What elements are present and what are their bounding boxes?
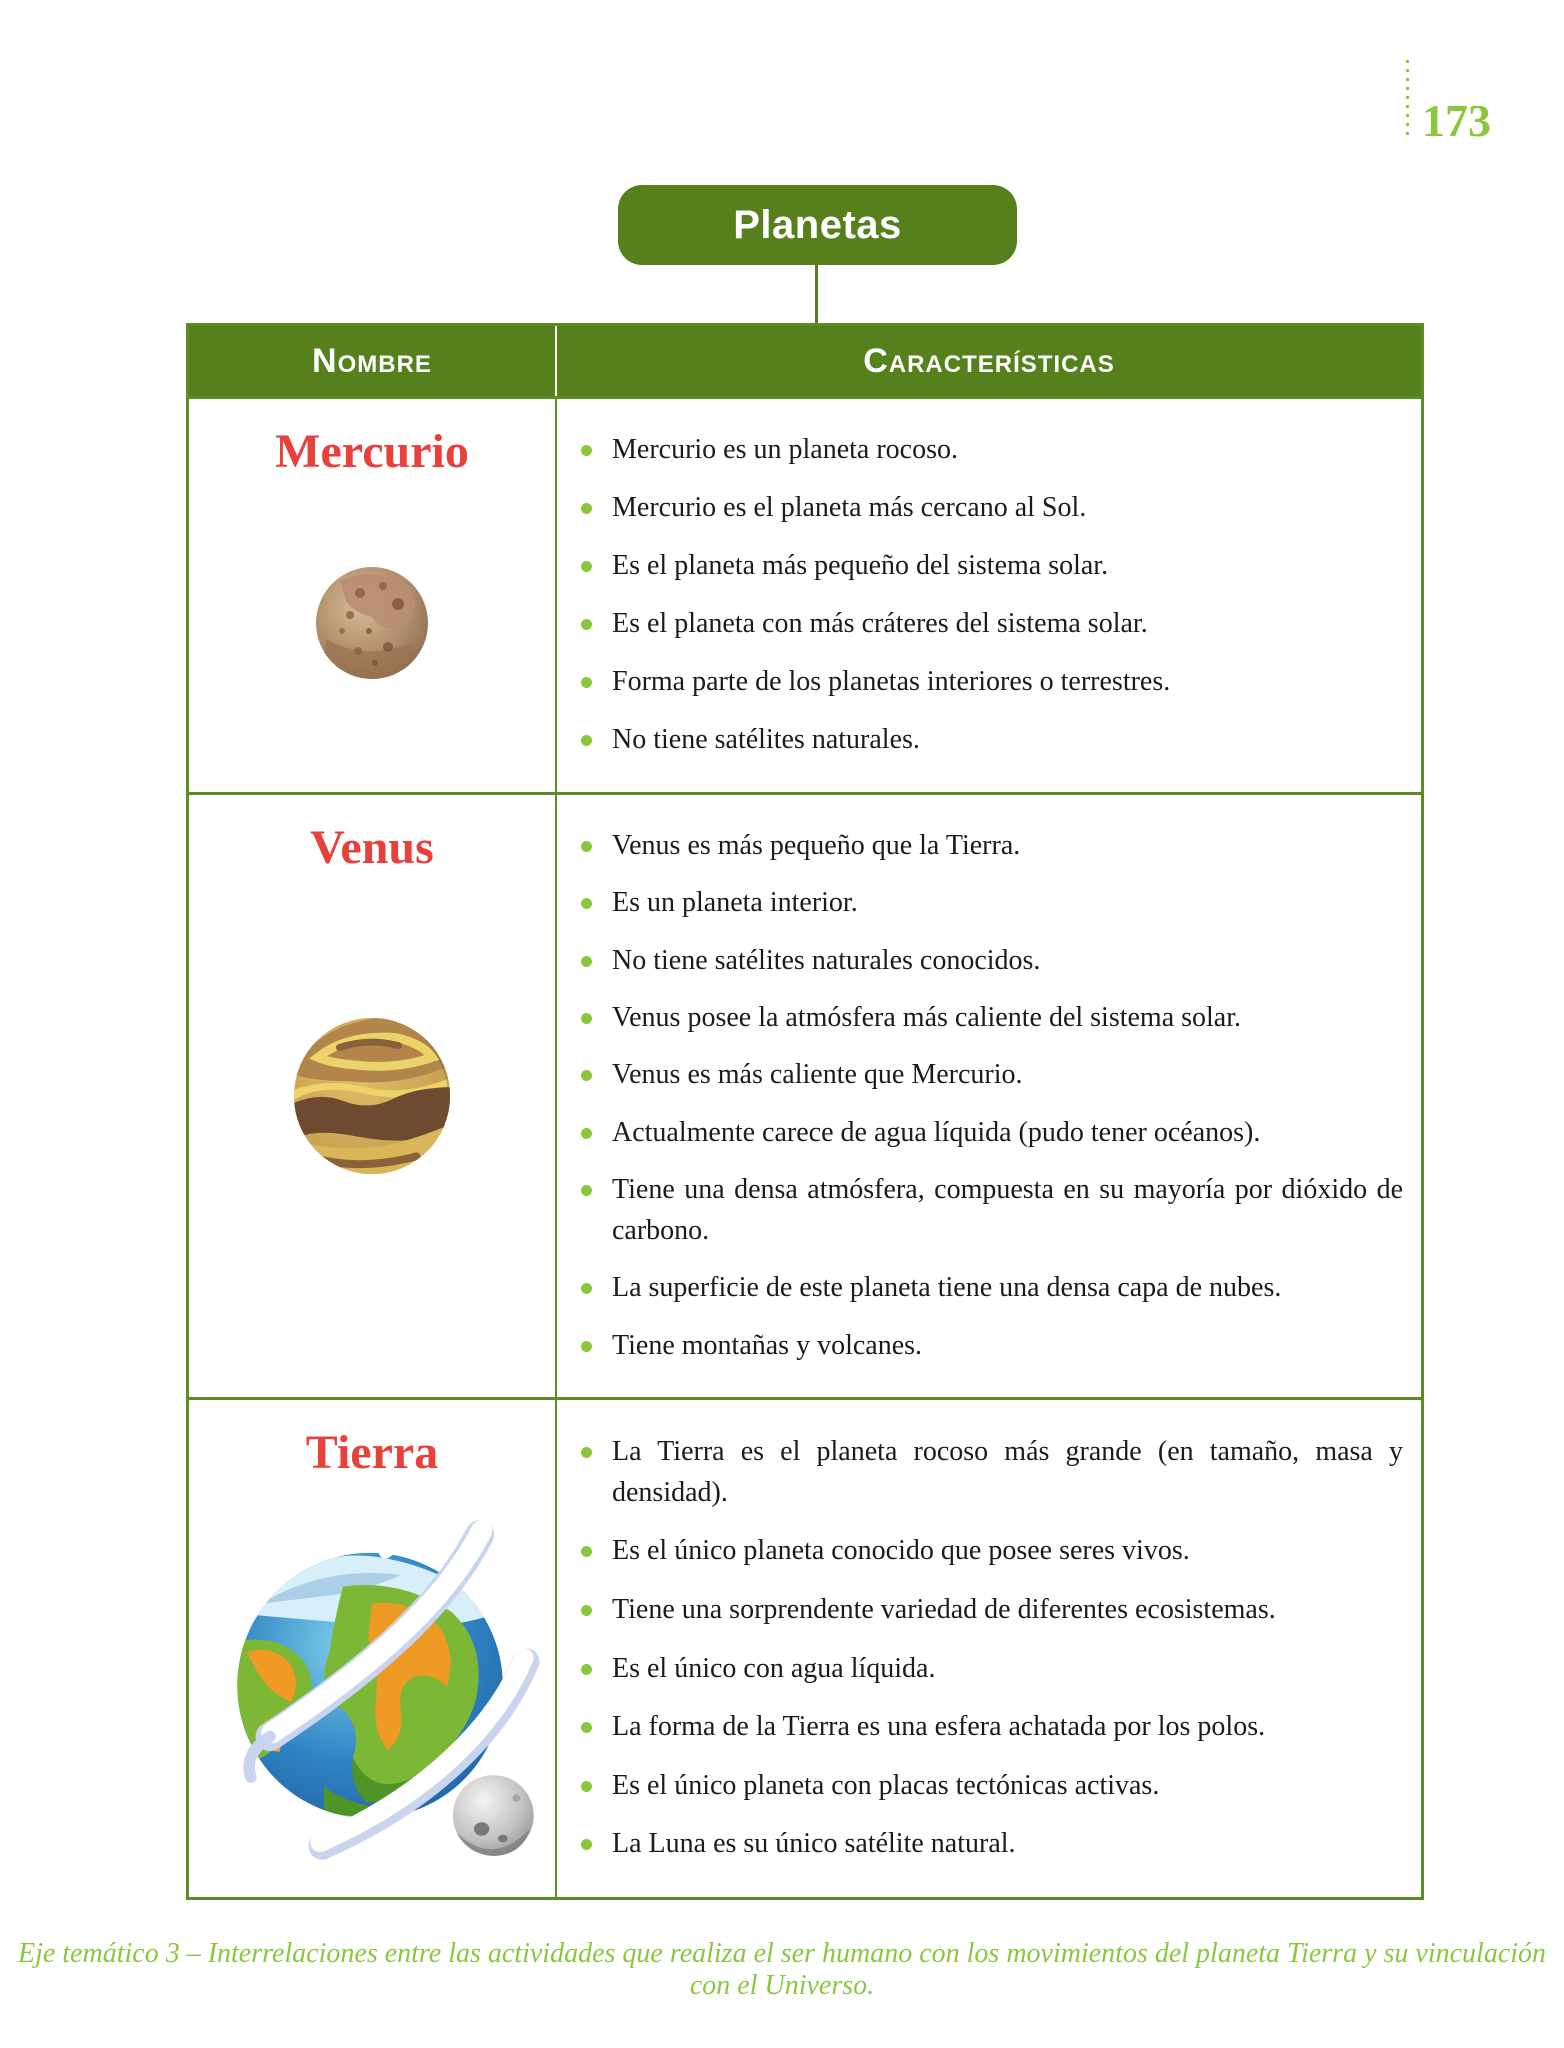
- venus-planet-illustration: [189, 873, 555, 1397]
- bullet-icon: [581, 1664, 592, 1675]
- list-item: La Tierra es el planeta rocoso más grande (en tamaño, masa y densidad).: [581, 1432, 1403, 1513]
- list-item: La superficie de este planeta tiene una densa capa de nubes.: [581, 1268, 1403, 1309]
- list-item: Es un planeta interior.: [581, 883, 1403, 924]
- bullet-icon: [581, 619, 592, 630]
- bullet-icon: [581, 1185, 592, 1196]
- title-connector-line: [815, 264, 818, 324]
- bullet-icon: [581, 1128, 592, 1139]
- page-number-block: [1404, 60, 1524, 144]
- list-item: Mercurio es un planeta rocoso.: [581, 430, 1403, 471]
- planet-name-tierra: Tierra: [305, 1426, 439, 1479]
- list-item: No tiene satélites naturales conocidos.: [581, 941, 1403, 982]
- list-item: Forma parte de los planetas interiores o terrestres.: [581, 662, 1403, 703]
- list-item: La forma de la Tierra es una esfera achatada por los polos.: [581, 1707, 1403, 1748]
- bullet-icon: [581, 1722, 592, 1733]
- list-item: Mercurio es el planeta más cercano al Sol.: [581, 488, 1403, 529]
- characteristics-list-mercurio: [557, 399, 1421, 792]
- list-item: Tiene una densa atmósfera, compuesta en su mayoría por dióxido de carbono.: [581, 1170, 1403, 1251]
- title-box: [618, 185, 1017, 265]
- bullet-icon: [581, 1546, 592, 1557]
- characteristics-list-venus: [557, 795, 1421, 1397]
- table-row-tierra: [189, 1397, 1421, 1897]
- earth-moon-illustration: [189, 1478, 555, 1897]
- list-item: Es el único con agua líquida.: [581, 1649, 1403, 1690]
- bullet-icon: [581, 898, 592, 909]
- bullet-icon: [581, 956, 592, 967]
- venus-planet-icon: [288, 1012, 456, 1180]
- bullet-icon: [581, 1839, 592, 1850]
- table-row-mercurio: [189, 396, 1421, 792]
- planets-table: [186, 323, 1424, 1900]
- page-number: 173: [1422, 95, 1491, 146]
- bullet-icon: [581, 1447, 592, 1458]
- list-item: Es el planeta con más cráteres del sistema solar.: [581, 604, 1403, 645]
- title-label: Planetas: [733, 202, 902, 247]
- bullet-icon: [581, 1781, 592, 1792]
- list-item: Es el planeta más pequeño del sistema solar.: [581, 546, 1403, 587]
- table-row-venus: [189, 792, 1421, 1397]
- column-header-nombre: Nombre: [189, 326, 557, 396]
- bullet-icon: [581, 1013, 592, 1024]
- column-header-caracteristicas: Características: [863, 341, 1115, 380]
- bullet-icon: [581, 1605, 592, 1616]
- list-item: Es el único planeta conocido que posee seres vivos.: [581, 1531, 1403, 1572]
- name-cell-tierra: [189, 1400, 557, 1897]
- list-item: Venus posee la atmósfera más caliente del sistema solar.: [581, 998, 1403, 1039]
- mercury-planet-icon: [312, 563, 432, 683]
- name-cell-venus: [189, 795, 557, 1397]
- bullet-icon: [581, 1283, 592, 1294]
- earth-moon-icon: [202, 1498, 542, 1878]
- bullet-icon: [581, 503, 592, 514]
- list-item: Venus es más pequeño que la Tierra.: [581, 826, 1403, 867]
- bullet-icon: [581, 561, 592, 572]
- planet-name-venus: Venus: [310, 821, 434, 874]
- characteristics-list-tierra: [557, 1400, 1421, 1897]
- list-item: Tiene montañas y volcanes.: [581, 1326, 1403, 1367]
- dotted-divider-line: [1406, 60, 1409, 140]
- list-item: Actualmente carece de agua líquida (pudo tener océanos).: [581, 1113, 1403, 1154]
- bullet-icon: [581, 1070, 592, 1081]
- bullet-icon: [581, 1341, 592, 1352]
- name-cell-mercurio: [189, 399, 557, 792]
- bullet-icon: [581, 677, 592, 688]
- list-item: Venus es más caliente que Mercurio.: [581, 1055, 1403, 1096]
- planet-name-mercurio: Mercurio: [275, 425, 469, 478]
- list-item: Es el único planeta con placas tectónicas activas.: [581, 1766, 1403, 1807]
- bullet-icon: [581, 841, 592, 852]
- table-header-row: [189, 326, 1421, 396]
- bullet-icon: [581, 735, 592, 746]
- bullet-icon: [581, 445, 592, 456]
- list-item: La Luna es su único satélite natural.: [581, 1824, 1403, 1865]
- footer-text: Eje temático 3 – Interrelaciones entre las actividades que realiza el ser humano con los movimientos del planeta Tierra y su vinculación con el Universo.: [17, 1938, 1547, 2001]
- list-item: Tiene una sorprendente variedad de diferentes ecosistemas.: [581, 1590, 1403, 1631]
- list-item: No tiene satélites naturales.: [581, 720, 1403, 761]
- mercury-planet-illustration: [189, 477, 555, 792]
